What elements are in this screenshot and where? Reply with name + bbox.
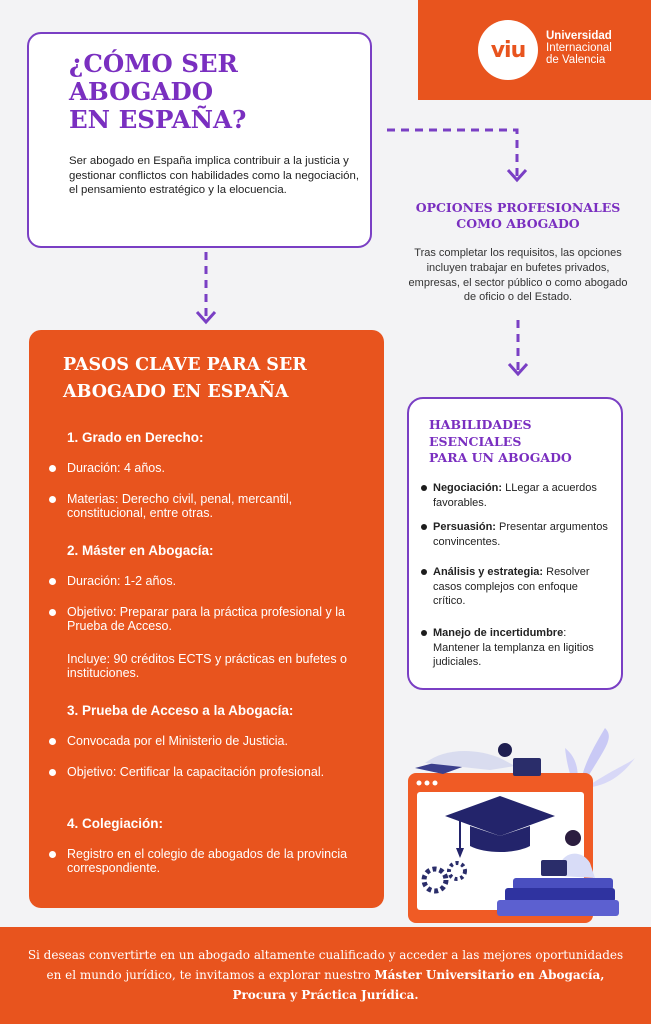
list-item-text: Duración: 1-2 años. bbox=[67, 574, 177, 588]
bullet-icon bbox=[49, 851, 56, 858]
bullet-icon bbox=[421, 524, 427, 530]
habilidades-title-line-3: PARA UN ABOGADO bbox=[429, 450, 572, 465]
opciones-section bbox=[405, 200, 631, 305]
list-item bbox=[433, 565, 613, 609]
skill-label: Manejo de incertidumbre bbox=[433, 627, 564, 639]
list-item bbox=[433, 481, 613, 510]
bullet-icon bbox=[49, 465, 56, 472]
graduation-laptop-illustration bbox=[405, 728, 640, 928]
list-item bbox=[53, 605, 363, 633]
skill-text: Presentar argumentos convincentes. bbox=[433, 521, 608, 548]
bullet-icon bbox=[49, 496, 56, 503]
step-heading: 2. Máster en Abogacía: bbox=[67, 543, 214, 558]
opciones-title-line-2: COMO ABOGADO bbox=[456, 216, 580, 231]
bullet-icon bbox=[421, 485, 427, 491]
pasos-title-line-2: ABOGADO EN ESPAÑA bbox=[63, 382, 289, 402]
page-title bbox=[69, 50, 359, 134]
list-item bbox=[433, 626, 613, 670]
bullet-icon bbox=[421, 630, 427, 636]
footer-program-link[interactable]: Máster Universitario en Abogacía, Procura y Práctica Jurídica. bbox=[232, 968, 605, 1002]
arrow-right-down-icon bbox=[385, 120, 535, 190]
step-heading: 3. Prueba de Acceso a la Abogacía: bbox=[67, 703, 294, 718]
logo-line-1: Universidad bbox=[546, 30, 612, 42]
habilidades-title-line-2: ESENCIALES bbox=[429, 433, 522, 449]
university-name bbox=[546, 30, 612, 66]
pasos-title bbox=[63, 352, 373, 406]
habilidades-card bbox=[407, 397, 623, 690]
habilidades-title bbox=[429, 417, 619, 467]
title-line-2: ABOGADO bbox=[69, 77, 214, 106]
list-item bbox=[53, 652, 363, 680]
list-item bbox=[53, 765, 363, 779]
skill-text: Resolver casos complejos con enfoque crítico. bbox=[433, 566, 590, 607]
footer-banner bbox=[0, 927, 651, 1024]
skill-label: Análisis y estrategia: bbox=[433, 566, 544, 578]
list-item-text: Objetivo: Certificar la capacitación profesional. bbox=[67, 765, 325, 779]
step-heading: 1. Grado en Derecho: bbox=[67, 430, 204, 445]
bullet-icon bbox=[49, 738, 56, 745]
intro-text: Ser abogado en España implica contribuir a la justicia y gestionar conflictos con habilidades como la negociación, el pensamiento estratégico y la elocuencia. bbox=[69, 155, 360, 196]
arrow-down-icon bbox=[193, 250, 219, 328]
list-item-text: Duración: 4 años. bbox=[67, 461, 165, 475]
arrow-down-icon bbox=[505, 318, 531, 378]
skill-text: : Mantener la templanza en ligitios judiciales. bbox=[433, 627, 594, 668]
title-line-3: EN ESPAÑA? bbox=[69, 105, 247, 134]
pasos-title-line-1: PASOS CLAVE PARA SER bbox=[63, 355, 307, 375]
logo-block bbox=[418, 0, 651, 100]
list-item bbox=[433, 520, 613, 549]
step-heading: 4. Colegiación: bbox=[67, 816, 164, 831]
footer-text: Si deseas convertirte en un abogado altamente cualificado y acceder a las mejores oportunidades en el mundo jurídico, te invitamos a explorar nuestro bbox=[27, 948, 624, 982]
logo-line-3: de Valencia bbox=[546, 54, 606, 66]
list-item-text: Incluye: 90 créditos ECTS y prácticas en bufetes o instituciones. bbox=[67, 652, 347, 680]
opciones-title-line-1: OPCIONES PROFESIONALES bbox=[415, 200, 621, 215]
skill-label: Negociación: bbox=[433, 482, 503, 494]
list-item bbox=[53, 847, 363, 875]
skill-label: Persuasión: bbox=[433, 521, 496, 533]
intro-card bbox=[27, 32, 372, 248]
list-item-text: Registro en el colegio de abogados de la provincia correspondiente. bbox=[67, 847, 348, 875]
list-item bbox=[53, 461, 363, 475]
list-item-text: Materias: Derecho civil, penal, mercantil, constitucional, entre otras. bbox=[67, 492, 293, 520]
list-item bbox=[53, 734, 363, 748]
viu-logo-icon: viu bbox=[478, 20, 538, 80]
opciones-title bbox=[405, 200, 631, 232]
bullet-icon bbox=[421, 569, 427, 575]
pasos-card bbox=[29, 330, 384, 908]
title-line-1: ¿CÓMO SER bbox=[69, 49, 238, 78]
opciones-text: Tras completar los requisitos, las opciones incluyen trabajar en bufetes privados, empresas, el sector público o como abogado de oficio o del Estado. bbox=[408, 247, 628, 304]
bullet-icon bbox=[49, 609, 56, 616]
logo-line-2: Internacional bbox=[546, 42, 612, 54]
list-item bbox=[53, 492, 363, 520]
habilidades-title-line-1: HABILIDADES bbox=[429, 417, 532, 432]
bullet-icon bbox=[49, 578, 56, 585]
bullet-icon bbox=[49, 769, 56, 776]
list-item bbox=[53, 574, 363, 588]
skill-text: LLegar a acuerdos favorables. bbox=[433, 482, 597, 509]
list-item-text: Convocada por el Ministerio de Justicia. bbox=[67, 734, 288, 748]
list-item-text: Objetivo: Preparar para la práctica profesional y la Prueba de Acceso. bbox=[67, 605, 345, 633]
